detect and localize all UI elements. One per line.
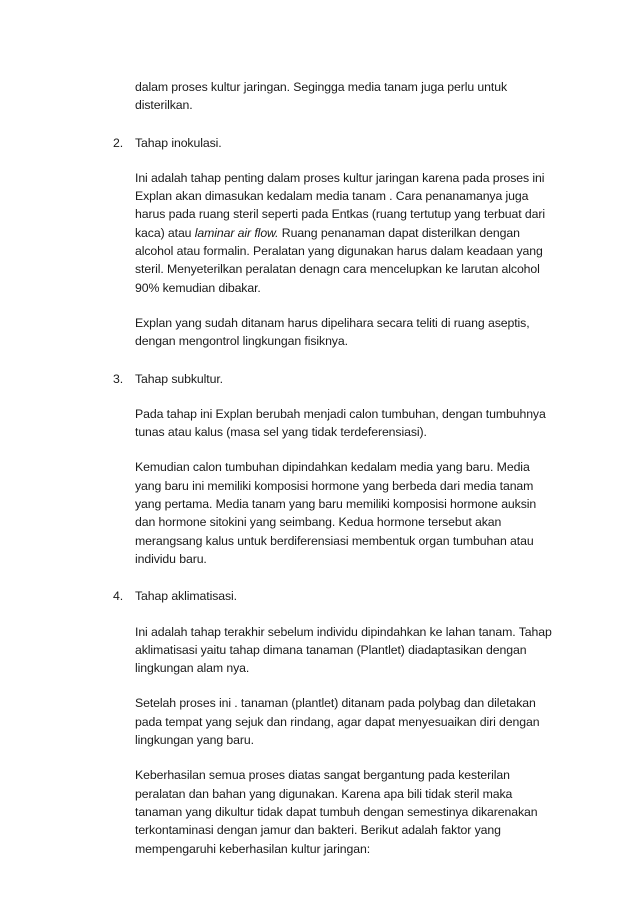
paragraph: Ini adalah tahap terakhir sebelum individu dipindahkan ke lahan tanam. Tahap aklimatisasi yaitu tahap dimana tanaman (Plantlet) diadaptasikan dengan lingkungan alam nya. — [135, 624, 552, 676]
paragraph: Kemudian calon tumbuhan dipindahkan kedalam media yang baru. Media yang baru ini memiliki komposisi hormone yang berbeda dari media tanam yang pertama. Media tanam yang baru memiliki komposisi hormone auksin dan hormone sitokini yang seimbang. Kedua hormone tersebut akan merangsang kalus untuk berdiferensiasi membentuk organ tumbuhan atau individu baru. — [135, 460, 537, 566]
paragraph-text: Ini adalah tahap penting dalam proses kultur jaringan karena pada proses ini Explan akan dimasukan kedalam media tanam . Cara penanamanya juga harus pada ruang steril seperti pada Entkas (ruang tertutup yang terbuat dari kaca) atau — [135, 170, 545, 240]
step-number: 2. — [113, 135, 124, 150]
intro-paragraph: dalam proses kultur jaringan. Segingga media tanam juga perlu untuk disterilkan. — [135, 80, 508, 113]
step-inokulasi — [113, 134, 553, 152]
step-title: Tahap subkultur. — [135, 371, 223, 386]
italic-term: laminar air flow. — [194, 225, 279, 240]
step-title: Tahap inokulasi. — [135, 135, 222, 150]
paragraph: Explan yang sudah ditanam harus dipelihara secara teliti di ruang aseptis, dengan mengontrol lingkungan fisiknya. — [135, 315, 530, 349]
paragraph — [113, 169, 553, 297]
paragraph: Keberhasilan semua proses diatas sangat bergantung pada kesterilan peralatan dan bahan yang digunakan. Karena apa bili tidak steril maka tanaman yang dikultur tidak dapat tumbuh dengan semestinya dikarenakan terkontaminasi dengan jamur dan bakteri. Berikut adalah faktor yang mempengaruhi keberhasilan kultur jaringan: — [135, 768, 538, 856]
step-number: 4. — [113, 589, 124, 604]
paragraph: Pada tahap ini Explan berubah menjadi calon tumbuhan, dengan tumbuhnya tunas atau kalus (masa sel yang tidak terdeferensiasi). — [135, 406, 546, 440]
document-body — [113, 78, 553, 858]
step-aklimatisasi — [113, 587, 553, 605]
paragraph-text: Ruang penanaman dapat disterilkan dengan alcohol atau formalin. Peralatan yang digunakan harus dalam keadaan yang steril. Menyeterilkan peralatan denagn cara mencelupkan ke larutan alcohol 90% kemudian dibakar. — [135, 225, 543, 295]
step-number: 3. — [113, 371, 124, 386]
paragraph: Setelah proses ini . tanaman (plantlet) ditanam pada polybag dan diletakan pada tempat yang sejuk dan rindang, agar dapat menyesuaikan diri dengan lingkungan yang baru. — [135, 696, 540, 748]
step-subkultur — [113, 370, 553, 388]
step-title: Tahap aklimatisasi. — [135, 589, 237, 604]
